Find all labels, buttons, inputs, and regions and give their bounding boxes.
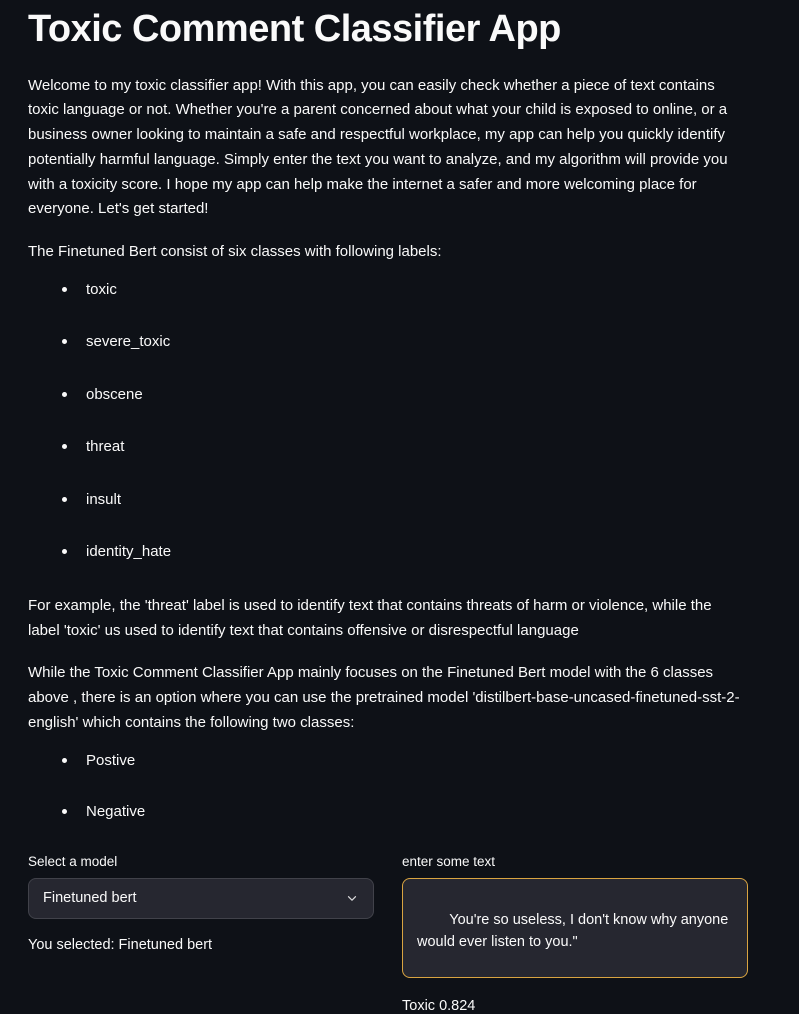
- text-input-column: [402, 853, 748, 1014]
- model-select[interactable]: [28, 878, 374, 919]
- controls-row: [28, 853, 771, 1014]
- pretrained-class-list: [28, 750, 771, 824]
- intro-paragraph: Welcome to my toxic classifier app! With this app, you can easily check whether a piece of text contains toxic language or not. Whether you're a parent concerned about what your child is exposed to online, or a business owner looking to maintain a safe and respectful workplace, my app can help you quickly identify potentially harmful language. Simply enter the text you want to analyze, and my algorithm will provide you with a toxicity score. I hope my app can help make the internet a safer and more welcoming place for everyone. Let's get started!: [28, 76, 728, 218]
- model-select-column: [28, 853, 374, 953]
- list-item: threat: [28, 436, 771, 459]
- app-page: [0, 8, 799, 1014]
- model-select-value: Finetuned bert: [43, 890, 137, 907]
- text-input-value: You're so useless, I don't know why anyone would ever listen to you.": [417, 912, 733, 951]
- list-item: Negative: [28, 801, 771, 824]
- list-item: identity_hate: [28, 541, 771, 564]
- text-input[interactable]: [402, 878, 748, 978]
- list-item: insult: [28, 489, 771, 512]
- chevron-down-icon: [345, 891, 359, 905]
- bert-class-list: [28, 279, 771, 564]
- pretrained-description: While the Toxic Comment Classifier App mainly focuses on the Finetuned Bert model with the 6 classes above , there is an option where you can use the pretrained model 'distilbert-base-uncased-finetuned-sst-2-english' which contains the following two classes:: [28, 664, 740, 731]
- bert-classes-intro: The Finetuned Bert consist of six classes with following labels:: [28, 243, 442, 261]
- model-select-label: Select a model: [28, 853, 118, 869]
- text-input-label: enter some text: [402, 853, 496, 869]
- list-item: toxic: [28, 279, 771, 302]
- list-item: obscene: [28, 384, 771, 407]
- list-item: severe_toxic: [28, 331, 771, 354]
- example-note: For example, the 'threat' label is used to identify text that contains threats of harm or violence, while the label 'toxic' us used to identify text that contains offensive or disrespectful language: [28, 596, 712, 639]
- page-title: Toxic Comment Classifier App: [28, 8, 561, 50]
- resize-handle-icon[interactable]: [734, 964, 744, 974]
- list-item: Postive: [28, 750, 771, 773]
- selected-model-message: You selected: Finetuned bert: [28, 936, 213, 953]
- prediction-result: Toxic 0.824: [402, 997, 476, 1014]
